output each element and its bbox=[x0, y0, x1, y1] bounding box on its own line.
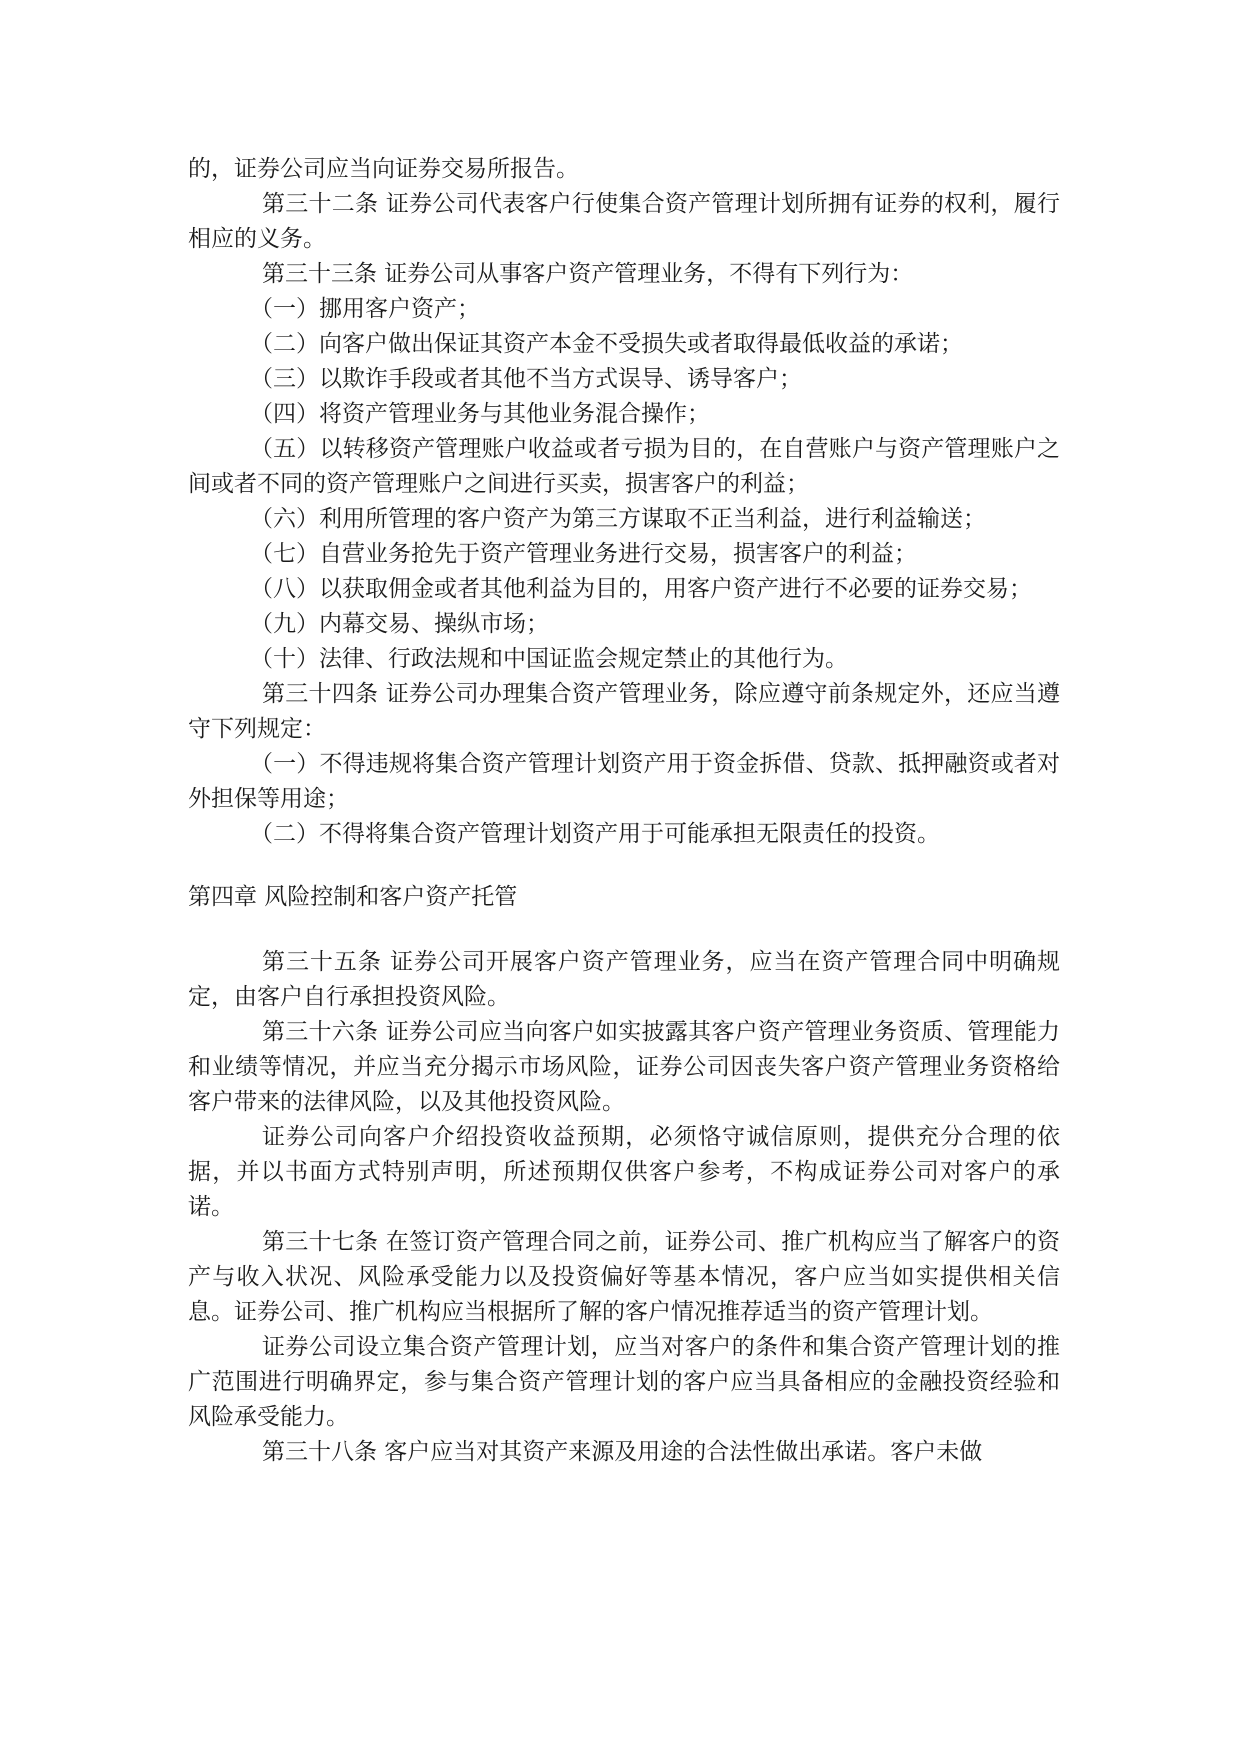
article-35: 第三十五条 证券公司开展客户资产管理业务，应当在资产管理合同中明确规定，由客户自行承担投资风险。 bbox=[188, 949, 1060, 1010]
continuation-paragraph: 的，证券公司应当向证券交易所报告。 bbox=[188, 156, 579, 182]
list-item: （一）不得违规将集合资产管理计划资产用于资金拆借、贷款、抵押融资或者对外担保等用途； bbox=[188, 751, 1060, 812]
article-36: 第三十六条 证券公司应当向客户如实披露其客户资产管理业务资质、管理能力和业绩等情况，并应当充分揭示市场风险，证券公司因丧失客户资产管理业务资格给客户带来的法律风险，以及其他投资风险。 bbox=[188, 1019, 1060, 1115]
list-item: （七）自营业务抢先于资产管理业务进行交易，损害客户的利益； bbox=[250, 541, 917, 567]
document-body bbox=[188, 152, 1060, 1470]
article-37-para-2: 证券公司设立集合资产管理计划，应当对客户的条件和集合资产管理计划的推广范围进行明确界定，参与集合资产管理计划的客户应当具备相应的金融投资经验和风险承受能力。 bbox=[188, 1334, 1060, 1430]
article-32: 第三十二条 证券公司代表客户行使集合资产管理计划所拥有证券的权利，履行相应的义务。 bbox=[188, 191, 1060, 252]
list-item: （二）向客户做出保证其资产本金不受损失或者取得最低收益的承诺； bbox=[250, 331, 963, 357]
list-item: （五）以转移资产管理账户收益或者亏损为目的，在自营账户与资产管理账户之间或者不同的资产管理账户之间进行买卖，损害客户的利益； bbox=[188, 436, 1060, 497]
list-item: （二）不得将集合资产管理计划资产用于可能承担无限责任的投资。 bbox=[250, 821, 940, 847]
list-item: （十）法律、行政法规和中国证监会规定禁止的其他行为。 bbox=[250, 646, 848, 672]
list-item: （八）以获取佣金或者其他利益为目的，用客户资产进行不必要的证券交易； bbox=[250, 576, 1032, 602]
chapter-heading: 第四章 风险控制和客户资产托管 bbox=[188, 884, 518, 910]
list-item: （六）利用所管理的客户资产为第三方谋取不正当利益，进行利益输送； bbox=[250, 506, 986, 532]
list-item: （四）将资产管理业务与其他业务混合操作； bbox=[250, 401, 710, 427]
article-33: 第三十三条 证券公司从事客户资产管理业务，不得有下列行为： bbox=[262, 261, 914, 287]
list-item: （一）挪用客户资产； bbox=[250, 296, 480, 322]
list-item: （三）以欺诈手段或者其他不当方式误导、诱导客户； bbox=[250, 366, 802, 392]
article-37: 第三十七条 在签订资产管理合同之前，证券公司、推广机构应当了解客户的资产与收入状况、风险承受能力以及投资偏好等基本情况，客户应当如实提供相关信息。证券公司、推广机构应当根据所了解的客户情况推荐适当的资产管理计划。 bbox=[188, 1229, 1060, 1325]
article-38: 第三十八条 客户应当对其资产来源及用途的合法性做出承诺。客户未做 bbox=[262, 1439, 983, 1465]
list-item: （九）内幕交易、操纵市场； bbox=[250, 611, 549, 637]
article-36-para-2: 证券公司向客户介绍投资收益预期，必须恪守诚信原则，提供充分合理的依据，并以书面方式特别声明，所述预期仅供客户参考，不构成证券公司对客户的承诺。 bbox=[188, 1124, 1060, 1220]
article-34: 第三十四条 证券公司办理集合资产管理业务，除应遵守前条规定外，还应当遵守下列规定： bbox=[188, 681, 1060, 742]
